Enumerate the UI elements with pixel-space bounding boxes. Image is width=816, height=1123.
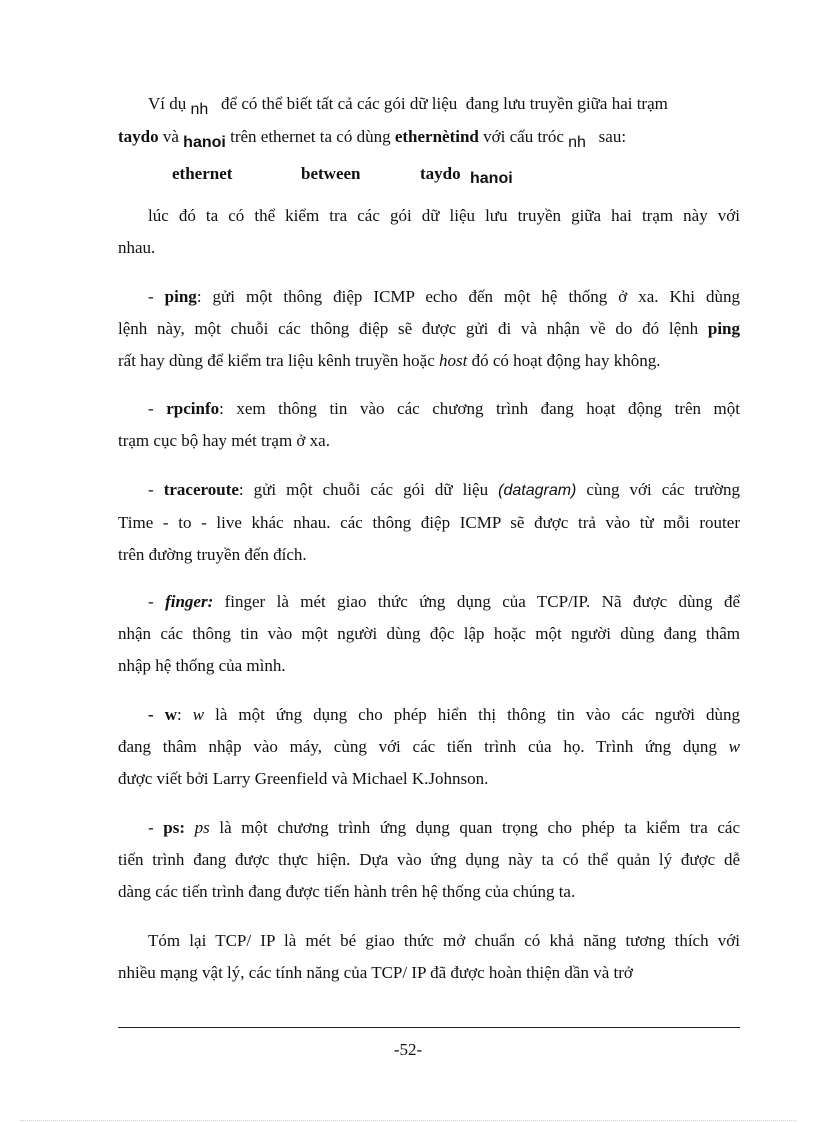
page-bottom-dotted-border <box>20 1120 796 1121</box>
w-line-1: - w: w là một ứng dụng cho phép hiển thị thông tin vào các người dùng <box>148 705 741 724</box>
summary-line-2: nhiều mạng vật lý, các tính năng của TCP/ IP đã được hoàn thiện dần và trở <box>118 963 633 982</box>
rpcinfo-line-1: - rpcinfo: xem thông tin vào các chương trình đang hoạt động trên một <box>148 399 741 418</box>
command-word-between: between <box>301 164 361 183</box>
summary-line-1: Tóm lại TCP/ IP là mét bé giao thức mở chuẩn có khả năng tương thích với <box>148 931 740 950</box>
w-line-2: đang thâm nhập vào máy, cùng với các tiến trình của họ. Trình ứng dụng w <box>118 737 740 756</box>
footer-divider <box>118 1027 740 1028</box>
command-word-hanoi: hanoi <box>470 170 513 187</box>
intro-line-2: taydo và hanoi trên ethernet ta có dùng ethernètind với cấu tróc nh sau: <box>118 127 627 151</box>
command-word-ethernet: ethernet <box>172 164 233 183</box>
traceroute-line-2: Time - to - live khác nhau. các thông điệp ICMP sẽ được trả vào từ mỗi router <box>118 513 740 532</box>
intro-line-1: Ví dụ nh để có thể biết tất cả các gói dữ liệu đang lưu truyền giữa hai trạm <box>148 94 668 118</box>
w-term: w <box>164 705 177 724</box>
traceroute-line-1: - traceroute: gửi một chuỗi các gói dữ liệu (datagram) cùng với các trường <box>148 480 740 499</box>
w-line-3: được viết bởi Larry Greenfield và Michael K.Johnson. <box>118 769 489 788</box>
summary-paragraph <box>118 925 740 989</box>
ps-term: ps: <box>163 818 186 837</box>
ps-line-1: - ps: ps là một chương trình ứng dụng quan trọng cho phép ta kiểm tra các <box>148 818 740 837</box>
ps-line-2: tiến trình đang được thực hiện. Dựa vào ứng dụng này ta có thể quản lý được dễ <box>118 850 740 869</box>
traceroute-line-3: trên đường truyền đến đích. <box>118 545 307 564</box>
finger-line-2: nhận các thông tin vào một người dùng độc lập hoặc một người dùng đang thâm <box>118 624 740 643</box>
traceroute-term: traceroute <box>163 480 239 499</box>
intro-paragraph <box>118 88 740 154</box>
finger-line-3: nhập hệ thống của mình. <box>118 656 286 675</box>
finger-line-1: - finger: finger là mét giao thức ứng dụng của TCP/IP. Nã được dùng để <box>148 592 740 611</box>
ping-paragraph <box>118 281 740 377</box>
ping-line-3: rất hay dùng để kiểm tra liệu kênh truyền hoặc host đó có hoạt động hay không. <box>118 351 661 370</box>
finger-paragraph <box>118 586 740 682</box>
result-line-1: lúc đó ta có thể kiểm tra các gói dữ liệu lưu truyền giữa hai trạm này với <box>148 206 740 225</box>
ping-term: ping <box>164 287 197 306</box>
traceroute-paragraph <box>118 474 740 571</box>
rpcinfo-paragraph <box>118 393 740 457</box>
result-paragraph <box>118 200 740 264</box>
command-word-taydo: taydo <box>420 164 461 183</box>
ps-line-3: dàng các tiến trình đang được tiến hành trên hệ thống của chúng ta. <box>118 882 576 901</box>
ping-line-1: - ping: gửi một thông điệp ICMP echo đến một hệ thống ở xa. Khi dùng <box>148 287 740 306</box>
finger-term: finger: <box>165 592 214 611</box>
w-paragraph <box>118 699 740 795</box>
rpcinfo-term: rpcinfo <box>166 399 220 418</box>
command-example <box>0 164 816 194</box>
ps-paragraph <box>118 812 740 908</box>
result-line-2: nhau. <box>118 238 156 257</box>
ping-line-2: lệnh này, một chuỗi các thông điệp sẽ được gửi đi và nhận về do đó lệnh ping <box>118 319 740 338</box>
rpcinfo-line-2: trạm cục bộ hay mét trạm ở xa. <box>118 431 330 450</box>
page-number: -52- <box>393 1040 423 1059</box>
